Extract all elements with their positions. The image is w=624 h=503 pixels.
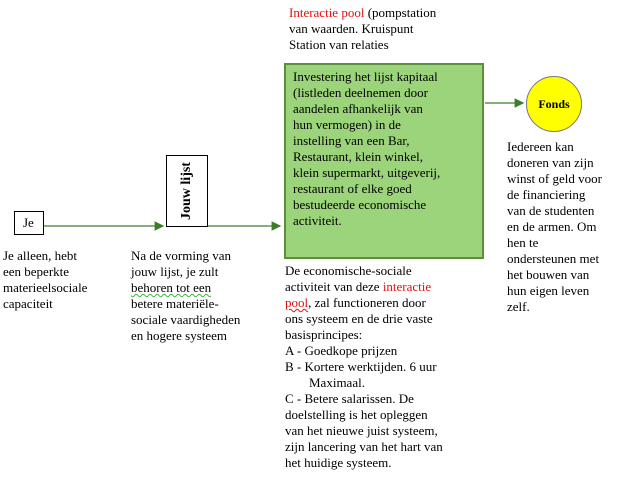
pool-red: pool	[285, 295, 309, 310]
top-note-red: Interactie pool	[289, 5, 365, 20]
jouw-line: en hogere systeem	[131, 328, 228, 343]
principles-line	[285, 279, 443, 295]
je-line: materieelsociale	[3, 280, 88, 295]
green-line-9: activiteit.	[293, 213, 342, 228]
fonds-line: de financiering	[507, 187, 586, 202]
principle-c: C - Betere salarissen. De	[285, 391, 414, 406]
je-box	[14, 211, 44, 235]
principles-line: doelstelling is het opleggen	[285, 407, 428, 422]
jouw-lijst-text	[131, 248, 240, 344]
fonds-line: doneren van zijn	[507, 155, 594, 170]
green-line-7: restaurant of elke goed	[293, 181, 412, 196]
green-line-3: hun vermogen) in de	[293, 117, 401, 132]
jouw-line: jouw lijst, je zult	[131, 264, 219, 279]
principles-line: het huidige systeem.	[285, 455, 392, 470]
principles-text-span: , zal functioneren door	[308, 295, 426, 310]
fonds-text	[507, 139, 602, 315]
je-line: capaciteit	[3, 296, 53, 311]
green-line-8: bestudeerde economische	[293, 197, 427, 212]
principles-line: De economische-sociale	[285, 263, 412, 278]
fonds-line: hen te	[507, 235, 539, 250]
top-note-line2: van waarden. Kruispunt	[289, 21, 414, 36]
principles-line: basisprincipes:	[285, 327, 363, 342]
principles-line: van het nieuwe juist systeem,	[285, 423, 438, 438]
principle-b-cont: Maximaal.	[309, 375, 365, 390]
principle-b: B - Kortere werktijden. 6 uur	[285, 359, 437, 374]
principle-a: A - Goedkope prijzen	[285, 343, 398, 358]
principles-text	[285, 263, 443, 471]
jouw-line: sociale vaardigheden	[131, 312, 241, 327]
top-note-line1: (pompstation	[364, 5, 437, 20]
je-line: een beperkte	[3, 264, 70, 279]
je-label: Je	[23, 215, 34, 230]
green-line-6: klein supermarkt, uitgeverij,	[293, 165, 441, 180]
principles-line	[285, 295, 443, 311]
green-line-5: Restaurant, klein winkel,	[293, 149, 423, 164]
fonds-line: en de armen. Om	[507, 219, 597, 234]
green-line-1: (listleden deelnemen door	[293, 85, 429, 100]
jouw-lijst-box	[166, 155, 208, 227]
je-line: Je alleen, hebt	[3, 248, 77, 263]
fonds-circle	[526, 76, 582, 132]
fonds-label: Fonds	[538, 96, 570, 111]
top-note-line3: Station van relaties	[289, 37, 389, 52]
interactie-red: interactie	[382, 279, 432, 294]
top-note	[289, 5, 436, 53]
principles-line: zijn lancering van het hart van	[285, 439, 443, 454]
principles-text-span: activiteit van deze	[285, 279, 383, 294]
jouw-line: Na de vorming van	[131, 248, 232, 263]
fonds-line: zelf.	[507, 299, 530, 314]
interaction-pool-box	[284, 63, 484, 259]
jouw-line: betere materiële-	[131, 296, 219, 311]
jouw-lijst-label: Jouw lijst	[179, 162, 194, 220]
fonds-line: Iedereen kan	[507, 139, 574, 154]
fonds-line: winst of geld voor	[507, 171, 602, 186]
je-text	[3, 248, 87, 312]
green-line-0: Investering het lijst kapitaal	[293, 69, 438, 84]
fonds-line: hun eigen leven	[507, 283, 590, 298]
fonds-line: van de studenten	[507, 203, 595, 218]
principles-line: ons systeem en de drie vaste	[285, 311, 433, 326]
fonds-line: ondersteunen met	[507, 251, 600, 266]
fonds-line: het bouwen van	[507, 267, 590, 282]
green-line-2: aandelen afhankelijk van	[293, 101, 423, 116]
green-line-4: instelling van een Bar,	[293, 133, 410, 148]
jouw-line: behoren tot een	[131, 280, 212, 295]
